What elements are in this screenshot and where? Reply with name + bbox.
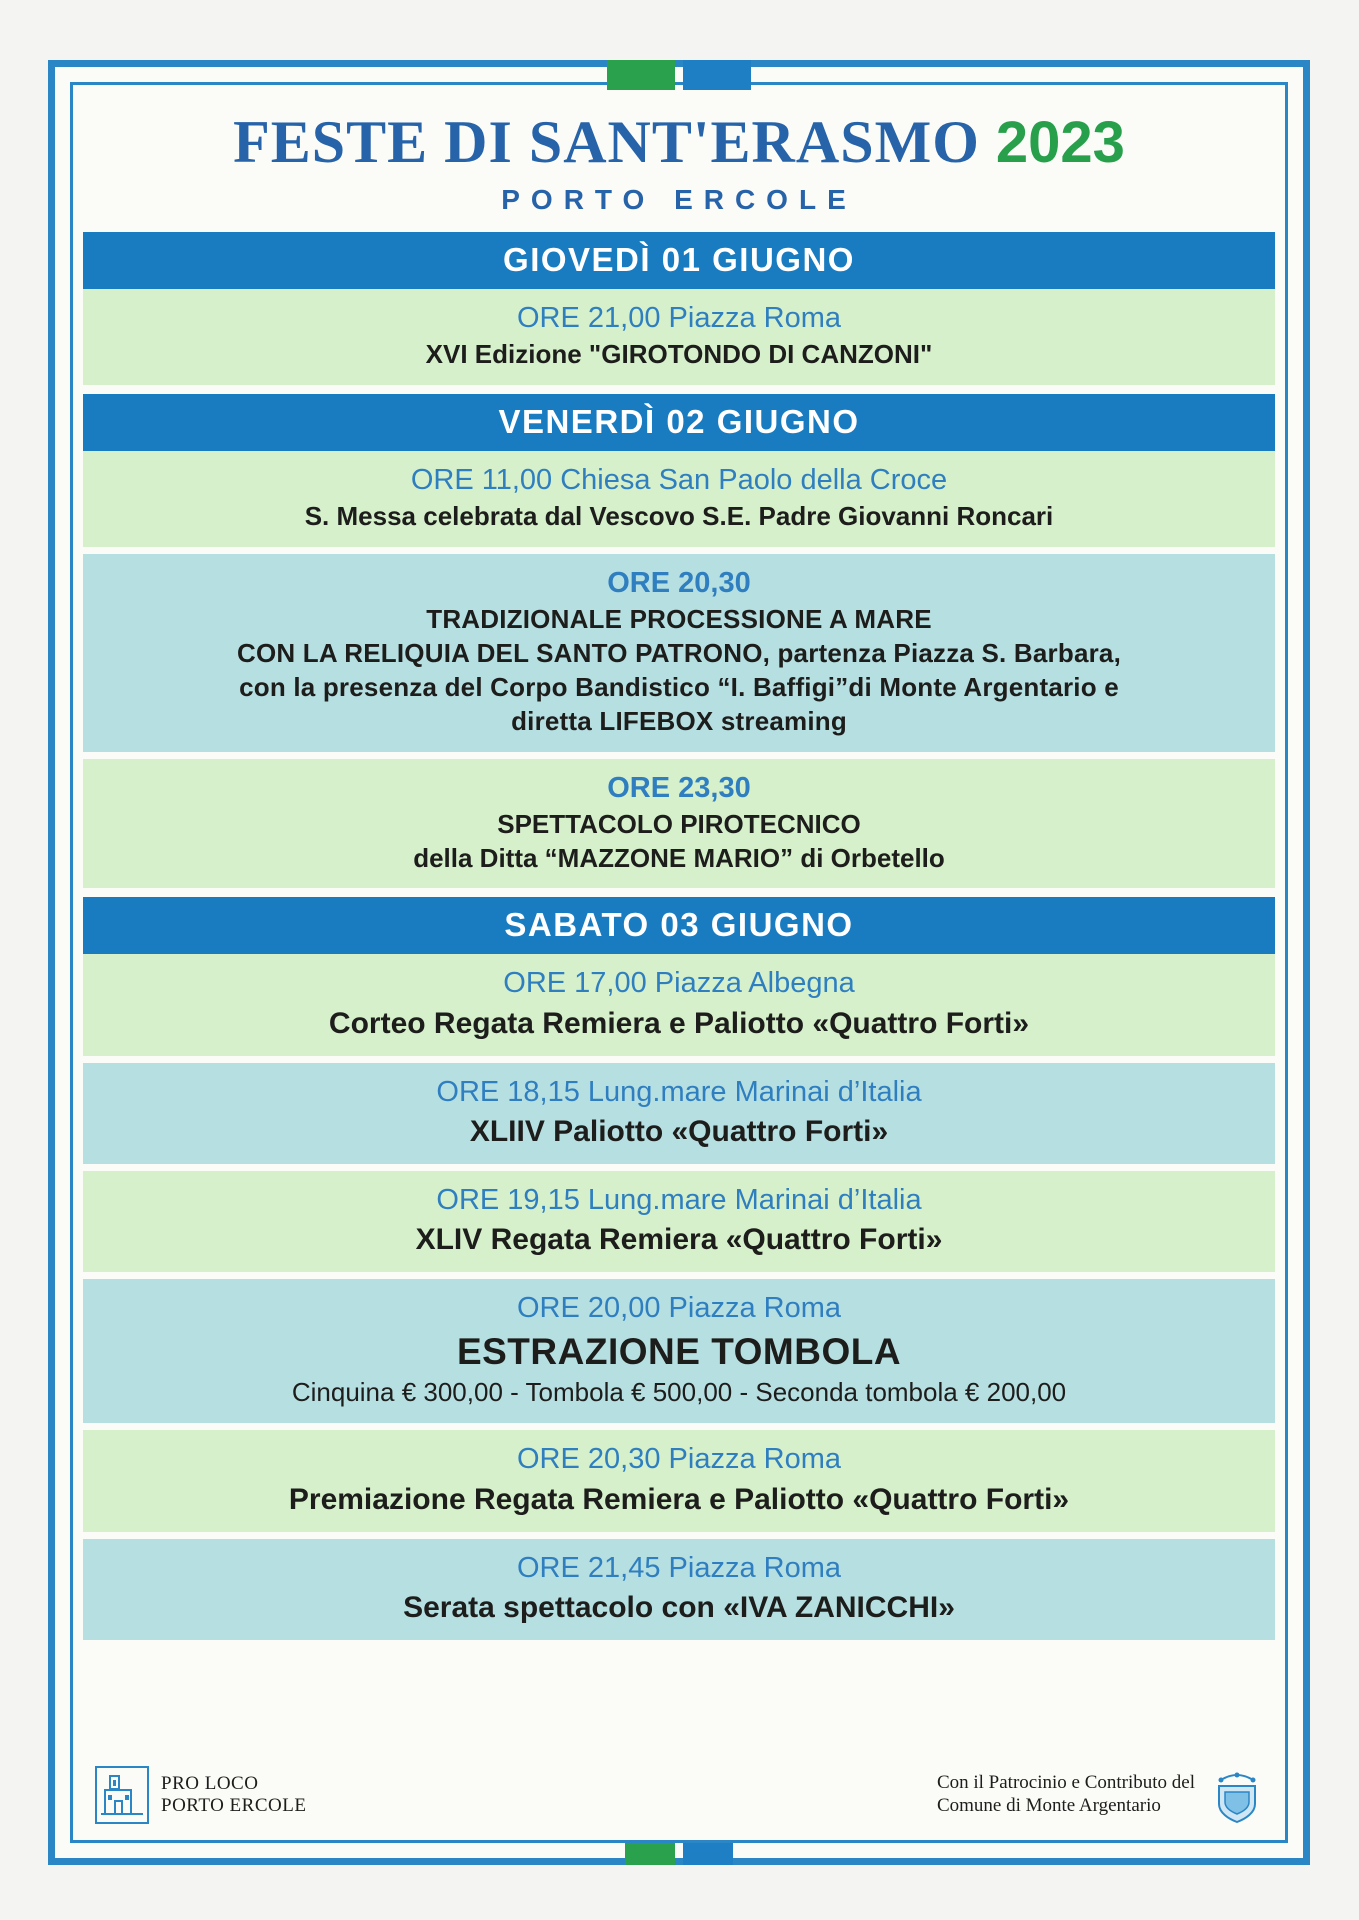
proloco-text bbox=[161, 1773, 306, 1817]
event-description: Serata spettacolo con «IVA ZANICCHI» bbox=[403, 1590, 955, 1624]
event-item bbox=[83, 1171, 1275, 1272]
decoration-square-green bbox=[607, 60, 675, 90]
patronage-block bbox=[937, 1766, 1263, 1824]
event-description: CON LA RELIQUIA DEL SANTO PATRONO, partenza Piazza S. Barbara, bbox=[236, 638, 1122, 669]
poster-title-main: FESTE DI SANT'ERASMO bbox=[233, 109, 980, 175]
day-bar-1: GIOVEDÌ 01 GIUGNO bbox=[83, 232, 1275, 289]
event-item bbox=[83, 759, 1275, 889]
event-time: ORE 17,00 Piazza Albegna bbox=[503, 967, 855, 1000]
event-time: ORE 19,15 Lung.mare Marinai d’Italia bbox=[436, 1183, 922, 1216]
patronage-line-1: Con il Patrocinio e Contributo del bbox=[936, 1772, 1195, 1794]
day-1-events bbox=[73, 289, 1285, 392]
event-description: diretta LIFEBOX streaming bbox=[511, 705, 847, 736]
day-section-1 bbox=[73, 230, 1285, 289]
day-bar-3: SABATO 03 GIUGNO bbox=[83, 897, 1275, 954]
event-item bbox=[83, 1539, 1275, 1640]
event-description: XVI Edizione "GIROTONDO DI CANZONI" bbox=[425, 339, 933, 370]
event-item bbox=[83, 1430, 1275, 1531]
event-description: della Ditta “MAZZONE MARIO” di Orbetello bbox=[413, 842, 945, 873]
day-3-events bbox=[73, 954, 1285, 1646]
proloco-block bbox=[95, 1766, 306, 1824]
event-time: ORE 23,30 bbox=[607, 771, 751, 804]
event-item bbox=[83, 954, 1275, 1055]
event-item bbox=[83, 451, 1275, 547]
decoration-square-green bbox=[625, 1843, 675, 1865]
event-description: Premiazione Regata Remiera e Paliotto «Quattro Forti» bbox=[288, 1482, 1070, 1516]
event-headline: ESTRAZIONE TOMBOLA bbox=[456, 1331, 902, 1373]
tower-icon bbox=[97, 1768, 147, 1822]
poster-title bbox=[83, 111, 1275, 174]
event-description: SPETTACOLO PIROTECNICO bbox=[497, 808, 861, 839]
event-time: ORE 18,15 Lung.mare Marinai d’Italia bbox=[436, 1075, 922, 1108]
bottom-decoration bbox=[625, 1843, 733, 1865]
decoration-square-blue bbox=[683, 1843, 733, 1865]
poster-footer bbox=[73, 1752, 1285, 1840]
poster-header bbox=[73, 85, 1285, 230]
decoration-square-blue bbox=[683, 60, 751, 90]
event-time: ORE 20,30 bbox=[607, 567, 751, 600]
event-time: ORE 21,45 Piazza Roma bbox=[517, 1551, 841, 1584]
event-description: S. Messa celebrata dal Vescovo S.E. Padre Giovanni Roncari bbox=[304, 501, 1054, 532]
event-prize-note: Cinquina € 300,00 - Tombola € 500,00 - Seconda tombola € 200,00 bbox=[291, 1377, 1067, 1408]
day-section-3 bbox=[73, 895, 1285, 954]
poster-subtitle: PORTO ERCOLE bbox=[501, 184, 857, 215]
proloco-line-2: PORTO ERCOLE bbox=[161, 1795, 307, 1816]
event-item-tombola bbox=[83, 1279, 1275, 1423]
event-description: XLIIV Paliotto «Quattro Forti» bbox=[469, 1114, 889, 1148]
event-description: con la presenza del Corpo Bandistico “I. Baffigi”di Monte Argentario e bbox=[239, 671, 1119, 702]
event-time: ORE 11,00 Chiesa San Paolo della Croce bbox=[410, 464, 948, 497]
municipal-crest-icon bbox=[1211, 1766, 1263, 1824]
poster-inner-frame bbox=[70, 82, 1288, 1843]
top-decoration bbox=[607, 60, 751, 90]
patronage-line-2: Comune di Monte Argentario bbox=[936, 1795, 1161, 1816]
event-description: TRADIZIONALE PROCESSIONE A MARE bbox=[426, 604, 932, 635]
event-item bbox=[83, 289, 1275, 385]
proloco-logo-icon bbox=[95, 1766, 149, 1824]
day-2-events bbox=[73, 451, 1285, 895]
event-description: Corteo Regata Remiera e Paliotto «Quattro Forti» bbox=[328, 1006, 1030, 1040]
event-time: ORE 21,00 Piazza Roma bbox=[517, 302, 841, 334]
day-bar-2: VENERDÌ 02 GIUGNO bbox=[83, 394, 1275, 451]
patronage-text bbox=[937, 1772, 1195, 1818]
day-section-2 bbox=[73, 392, 1285, 451]
event-item bbox=[83, 554, 1275, 751]
event-item bbox=[83, 1063, 1275, 1164]
poster-title-year: 2023 bbox=[995, 110, 1125, 175]
poster bbox=[48, 60, 1310, 1865]
event-time: ORE 20,30 Piazza Roma bbox=[517, 1443, 841, 1476]
proloco-line-1: PRO LOCO bbox=[161, 1773, 259, 1795]
event-description: XLIV Regata Remiera «Quattro Forti» bbox=[415, 1223, 943, 1257]
event-time: ORE 20,00 Piazza Roma bbox=[517, 1292, 841, 1325]
